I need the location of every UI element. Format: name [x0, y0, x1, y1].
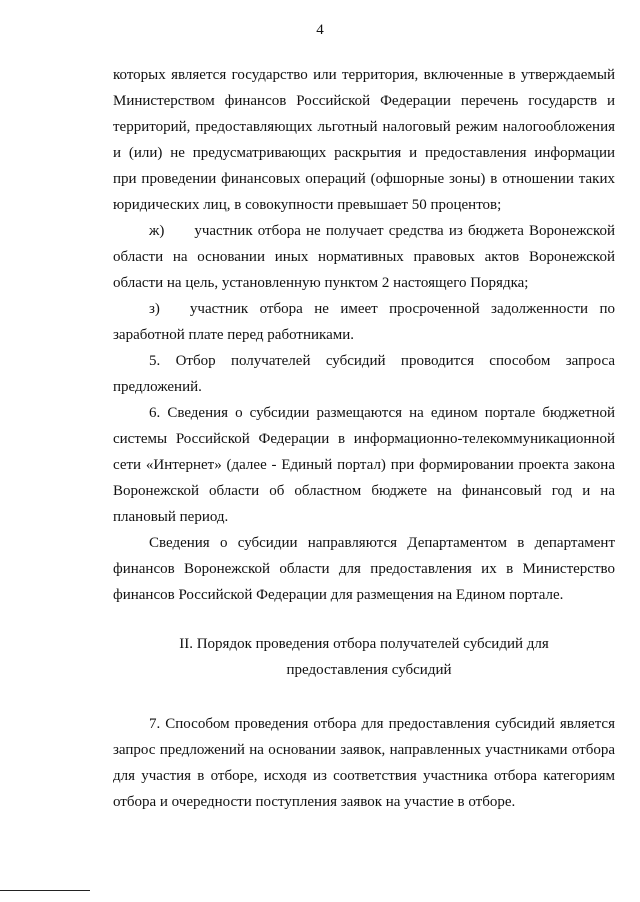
text-line: финансов Воронежской области для предоставления их в Министерство [113, 561, 615, 577]
text-line: Министерством финансов Российской Федерации перечень государств и [113, 93, 615, 109]
text-line: запрос предложений на основании заявок, направленных участниками отбора [113, 742, 615, 758]
text-line: для участия в отборе, исходя из соответствия участника отбора категориям [113, 768, 615, 784]
text-line: 6. Сведения о субсидии размещаются на едином портале бюджетной [149, 405, 615, 421]
text-line: сети «Интернет» (далее - Единый портал) при формировании проекта закона [113, 457, 615, 473]
text-line: Воронежской области об областном бюджете на финансовый год и на [113, 483, 615, 499]
text-line: з) участник отбора не имеет просроченной задолженности по [149, 301, 615, 317]
text-line: юридических лиц, в совокупности превышает 50 процентов; [113, 197, 502, 213]
text-line: 7. Способом проведения отбора для предоставления субсидий является [149, 716, 615, 732]
section-heading-line-1: II. Порядок проведения отбора получателей субсидий для [179, 636, 549, 652]
text-line: области на цель, установленную пунктом 2 настоящего Порядка; [113, 275, 529, 291]
text-line: области на основании иных нормативных правовых актов Воронежской [113, 249, 615, 265]
text-line: и (или) не предусматривающих раскрытия и предоставления информации [113, 145, 615, 161]
text-line: Сведения о субсидии направляются Департаментом в департамент [149, 535, 615, 551]
text-line: финансов Российской Федерации для размещения на Едином портале. [113, 587, 564, 603]
text-line: заработной плате перед работниками. [113, 327, 354, 343]
page-number: 4 [316, 22, 324, 38]
text-line: отбора и очередности поступления заявок на участие в отборе. [113, 794, 516, 810]
text-line: системы Российской Федерации в информационно-телекоммуникационной [113, 431, 615, 447]
text-line: предложений. [113, 379, 202, 395]
section-heading-line-2: предоставления субсидий [286, 662, 452, 678]
text-line: которых является государство или территория, включенные в утверждаемый [113, 67, 615, 83]
text-line: территорий, предоставляющих льготный налоговый режим налогообложения [113, 119, 615, 135]
text-line: при проведении финансовых операций (офшорные зоны) в отношении таких [113, 171, 615, 187]
text-line: плановый период. [113, 509, 229, 525]
text-line: 5. Отбор получателей субсидий проводится способом запроса [149, 353, 615, 369]
text-line: ж) участник отбора не получает средства из бюджета Воронежской [149, 223, 615, 239]
footer-rule [0, 890, 90, 891]
